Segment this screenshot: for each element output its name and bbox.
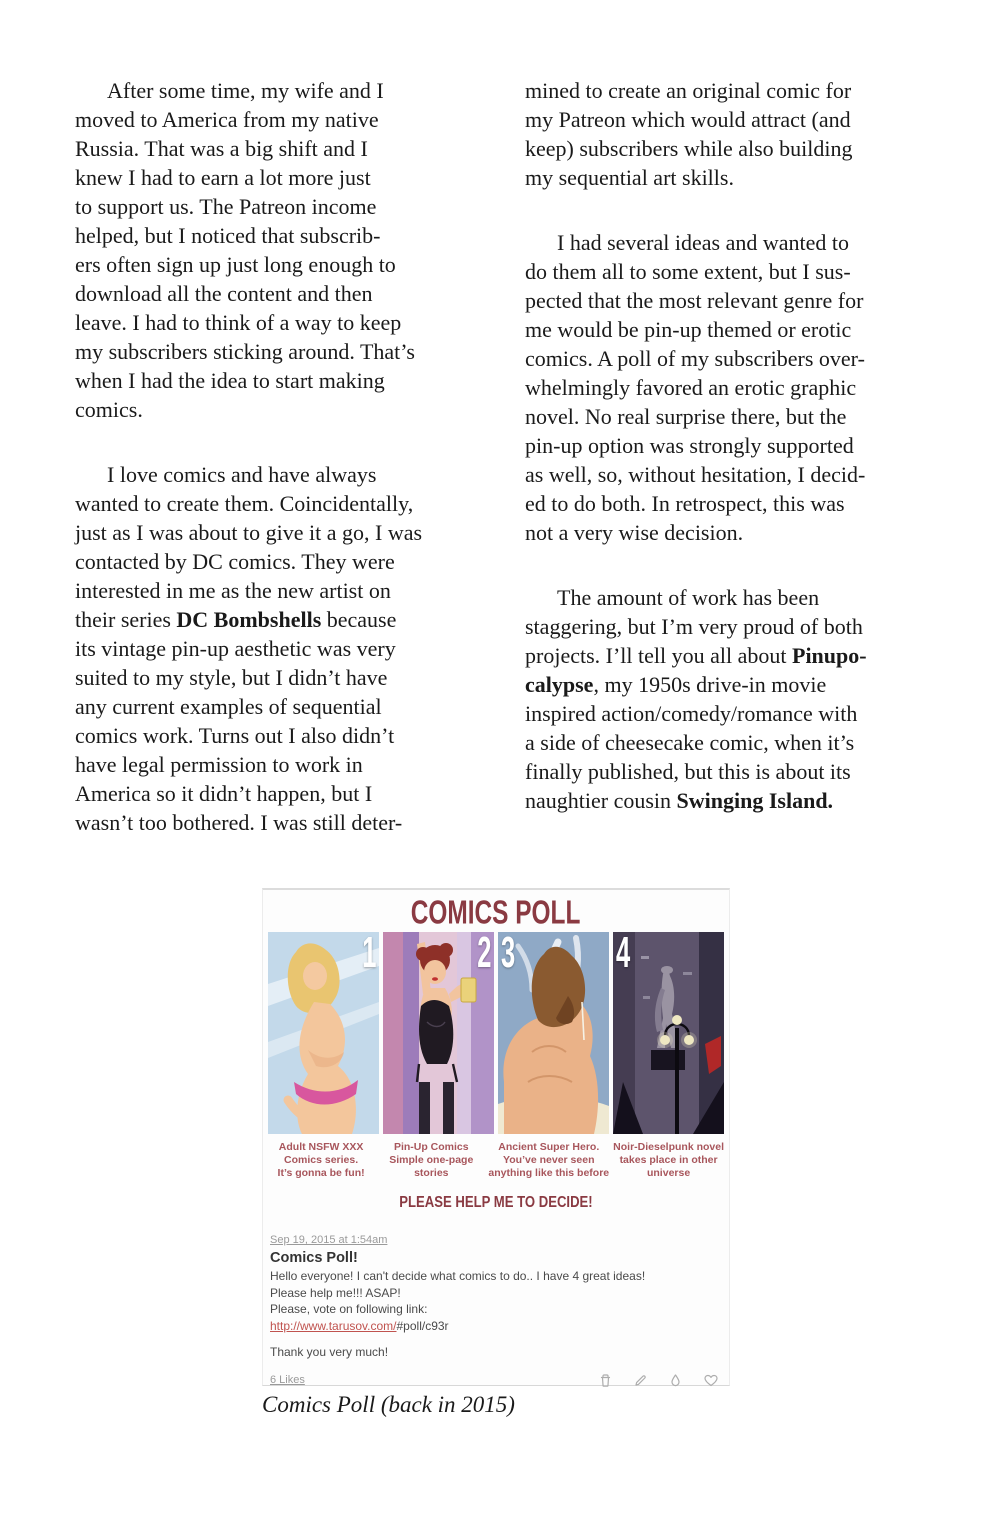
poll-panel-1 [268, 932, 379, 1134]
text-line: to support us. The Patreon income [75, 194, 377, 219]
post-link-line [270, 1318, 719, 1335]
text-line: comics. A poll of my subscribers over- [525, 346, 865, 371]
text-line: projects. I’ll tell you all about Pinupo- [525, 643, 867, 668]
caption-line: anything like this before [488, 1167, 610, 1179]
text-line: my Patreon which would attract (and [525, 107, 851, 132]
caption-line: Pin-Up Comics [393, 1141, 469, 1153]
post-body [270, 1268, 719, 1318]
text-line: a side of cheesecake comic, when it’s [525, 730, 855, 755]
text-line: helped, but I noticed that subscrib- [75, 223, 381, 248]
text-line: finally published, but this is about its [525, 759, 851, 784]
text-line: After some time, my wife and I [107, 78, 384, 103]
text-line: download all the content and then [75, 281, 373, 306]
paragraph [525, 228, 935, 547]
post-thanks: Thank you very much! [270, 1345, 389, 1359]
text-line: do them all to some extent, but I sus- [525, 259, 851, 284]
text-line: me would be pin-up themed or erotic [525, 317, 852, 342]
poll-caption-4 [613, 1141, 724, 1180]
text-line: ers often sign up just long enough to [75, 252, 396, 277]
heart-icon[interactable] [703, 1373, 719, 1388]
paragraph [525, 76, 935, 192]
text-line: interested in me as the new artist on [75, 578, 391, 603]
caption-line: It’s gonna be fun! [277, 1167, 365, 1179]
text-line: calypse, my 1950s drive-in movie [525, 672, 827, 697]
poll-title: COMICS POLL [411, 892, 581, 931]
text-line: its vintage pin-up aesthetic was very [75, 636, 396, 661]
text-line: their series DC Bombshells because [75, 607, 397, 632]
paragraph [525, 583, 935, 815]
poll-panel-4 [613, 932, 724, 1134]
poll-captions-row [263, 1141, 729, 1180]
article-column-right [525, 76, 935, 851]
text-line: America so it didn’t happen, but I [75, 781, 373, 806]
trash-icon[interactable] [598, 1373, 613, 1388]
text-line: naughtier cousin Swinging Island. [525, 788, 834, 813]
text-line: comics. [75, 397, 143, 422]
paragraph [75, 76, 485, 424]
figure-caption: Comics Poll (back in 2015) [262, 1392, 515, 1417]
poll-url-fragment: #poll/c93r [396, 1318, 449, 1333]
poll-url-link[interactable]: http://www.tarusov.com/ [270, 1318, 397, 1333]
caption-line: takes place in other [619, 1154, 718, 1166]
caption-line: Adult NSFW XXX [278, 1141, 364, 1153]
poll-caption-3 [488, 1141, 609, 1180]
poll-panel-3 [498, 932, 609, 1134]
text-line: pin-up option was strongly supported [525, 433, 854, 458]
poll-caption-2 [378, 1141, 484, 1180]
poll-caption-1 [268, 1141, 374, 1180]
text-line: when I had the idea to start making [75, 368, 385, 393]
text-line: staggering, but I’m very proud of both [525, 614, 863, 639]
text-line: I love comics and have always [107, 462, 377, 487]
caption-line: Ancient Super Hero. [498, 1141, 600, 1153]
text-line: as well, so, without hesitation, I decid- [525, 462, 866, 487]
plea-text: PLEASE HELP ME TO DECIDE! [399, 1194, 593, 1211]
text-line: mined to create an original comic for [525, 78, 852, 103]
post-body-line: Hello everyone! I can't decide what comics to do.. I have 4 great ideas! [270, 1269, 646, 1283]
text-line: wanted to create them. Coincidentally, [75, 491, 414, 516]
plea-wrap [263, 1194, 729, 1214]
comics-poll-screenshot [262, 888, 730, 1386]
text-line: suited to my style, but I didn’t have [75, 665, 388, 690]
pencil-icon[interactable] [633, 1373, 648, 1388]
caption-line: You’ve never seen [503, 1154, 595, 1166]
post-date-link[interactable]: Sep 19, 2015 at 1:54am [270, 1234, 388, 1246]
caption-line: stories [414, 1167, 449, 1179]
post-title: Comics Poll! [270, 1250, 358, 1266]
text-line: moved to America from my native [75, 107, 379, 132]
text-line: ed to do both. In retrospect, this was [525, 491, 845, 516]
caption-line: Noir-Dieselpunk novel [613, 1141, 725, 1153]
text-line: knew I had to earn a lot more just [75, 165, 371, 190]
text-line: Russia. That was a big shift and I [75, 136, 368, 161]
post-body-line: Please, vote on following link: [270, 1302, 428, 1316]
panel-number-3: 3 [501, 932, 516, 977]
text-line: just as I was about to give it a go, I was [75, 520, 423, 545]
post-footer [270, 1370, 719, 1390]
text-line: keep) subscribers while also building [525, 136, 853, 161]
likes-link[interactable]: 6 Likes [270, 1374, 305, 1386]
panel-number-1: 1 [361, 932, 376, 977]
text-line: contacted by DC comics. They were [75, 549, 395, 574]
panel-number-4: 4 [616, 932, 631, 977]
poll-panel-2 [383, 932, 494, 1134]
text-line: I had several ideas and wanted to [557, 230, 849, 255]
text-line: novel. No real surprise there, but the [525, 404, 847, 429]
poll-title-wrap [263, 894, 729, 930]
text-line: any current examples of sequential [75, 694, 382, 719]
panel-number-2: 2 [476, 932, 491, 977]
text-line: leave. I had to think of a way to keep [75, 310, 402, 335]
text-line: inspired action/comedy/romance with [525, 701, 858, 726]
poll-panels-row [263, 932, 729, 1134]
text-line: pected that the most relevant genre for [525, 288, 864, 313]
caption-line: universe [646, 1167, 691, 1179]
caption-line: Simple one-page [389, 1154, 474, 1166]
text-line: wasn’t too bothered. I was still deter- [75, 810, 403, 835]
article-column-left [75, 76, 485, 873]
text-line: my sequential art skills. [525, 165, 734, 190]
droplet-icon[interactable] [668, 1373, 683, 1388]
post-action-icons [598, 1373, 719, 1388]
paragraph [75, 460, 485, 837]
text-line: have legal permission to work in [75, 752, 363, 777]
text-line: The amount of work has been [557, 585, 820, 610]
caption-line: Comics series. [284, 1154, 359, 1166]
blog-post [270, 1230, 719, 1390]
text-line: my subscribers sticking around. That’s [75, 339, 415, 364]
text-line: not a very wise decision. [525, 520, 744, 545]
text-line: whelmingly favored an erotic graphic [525, 375, 857, 400]
text-line: comics work. Turns out I also didn’t [75, 723, 395, 748]
post-body-line: Please help me!!! ASAP! [270, 1285, 401, 1300]
